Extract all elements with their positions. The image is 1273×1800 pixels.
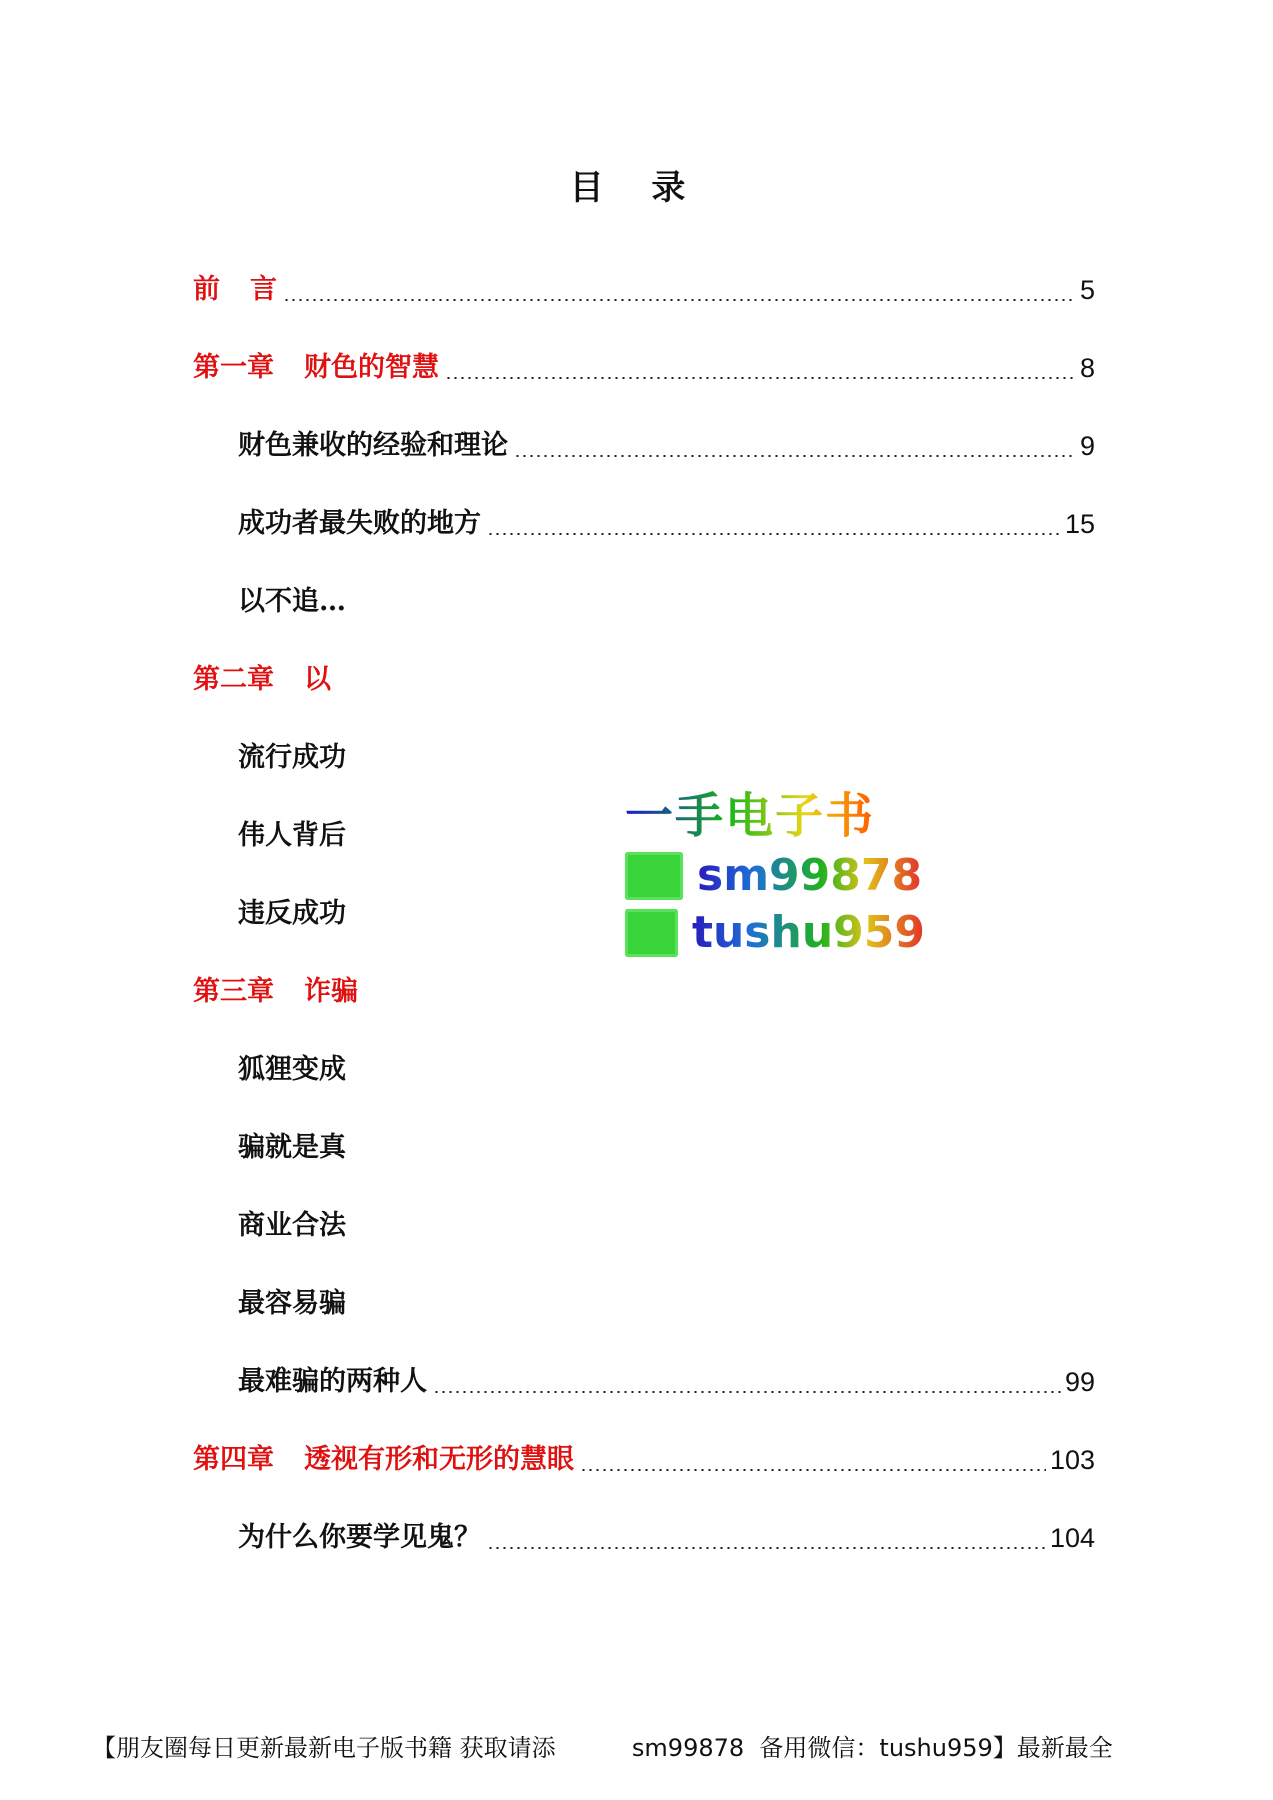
toc-row bbox=[238, 1362, 1095, 1402]
toc-row bbox=[193, 270, 1095, 310]
section-title: 最难骗的两种人 bbox=[238, 1366, 427, 1397]
page-number: 104 bbox=[1049, 1523, 1095, 1553]
watermark-id: sm99878 bbox=[697, 850, 923, 901]
page-number: 15 bbox=[1064, 509, 1095, 539]
toc-row bbox=[238, 738, 1095, 778]
leader-dots bbox=[445, 377, 1076, 379]
watermark-line bbox=[625, 850, 925, 901]
section-title: 狐狸变成 bbox=[238, 1054, 346, 1085]
toc-row bbox=[238, 1206, 1095, 1246]
toc-row bbox=[238, 1518, 1095, 1558]
chapter-number: 第四章 bbox=[193, 1444, 274, 1475]
leader-dots bbox=[433, 1391, 1061, 1393]
toc-label bbox=[193, 972, 358, 1012]
toc-label bbox=[193, 660, 331, 700]
leader-dots bbox=[487, 1547, 1046, 1549]
footer-banner: 【朋友圈每日更新最新电子版书籍 获取请添 sm99878 备用微信：tushu959】最新最全 bbox=[92, 1734, 1113, 1762]
section-title: 违反成功 bbox=[238, 898, 346, 929]
toc-label bbox=[193, 270, 277, 310]
toc-row bbox=[193, 1440, 1095, 1480]
chapter-title: 财色的智慧 bbox=[304, 352, 439, 383]
chapter-number: 第二章 bbox=[193, 664, 274, 695]
chapter-number: 第一章 bbox=[193, 352, 274, 383]
chapter-title: 以 bbox=[304, 664, 331, 695]
section-title: 财色兼收的经验和理论 bbox=[238, 430, 508, 461]
section-title: 以不追… bbox=[238, 586, 346, 617]
chapter-number: 第三章 bbox=[193, 976, 274, 1007]
watermark-title: 一手电子书 bbox=[625, 788, 925, 844]
leader-dots bbox=[514, 455, 1076, 457]
section-title: 商业合法 bbox=[238, 1210, 346, 1241]
toc-title: 目 录 bbox=[569, 168, 704, 208]
page-number: 103 bbox=[1049, 1445, 1095, 1475]
section-title: 成功者最失败的地方 bbox=[238, 508, 481, 539]
section-title: 最容易骗 bbox=[238, 1288, 346, 1319]
toc-row bbox=[238, 426, 1095, 466]
toc-row bbox=[238, 504, 1095, 544]
watermark-id: tushu959 bbox=[691, 907, 925, 958]
watermark-line bbox=[625, 907, 925, 958]
leader-dots bbox=[283, 299, 1076, 301]
leader-dots bbox=[487, 533, 1061, 535]
page-number: 99 bbox=[1064, 1367, 1095, 1397]
leader-dots bbox=[580, 1469, 1046, 1471]
section-title: 流行成功 bbox=[238, 742, 346, 773]
toc-row bbox=[238, 1128, 1095, 1168]
toc-row bbox=[238, 1284, 1095, 1324]
wechat-icon bbox=[625, 852, 683, 900]
wechat-icon bbox=[625, 909, 678, 957]
page-number: 8 bbox=[1079, 353, 1095, 383]
toc-row bbox=[238, 1050, 1095, 1090]
toc-row bbox=[193, 348, 1095, 388]
chapter-title: 诈骗 bbox=[304, 976, 358, 1007]
chapter-title: 透视有形和无形的慧眼 bbox=[304, 1444, 574, 1475]
toc-row bbox=[193, 660, 1095, 700]
section-title: 伟人背后 bbox=[238, 820, 346, 851]
toc-row bbox=[193, 972, 1095, 1012]
chapter-title: 言 bbox=[250, 274, 277, 305]
toc-label bbox=[193, 348, 439, 388]
toc-row bbox=[238, 582, 1095, 622]
section-title: 为什么你要学见鬼？ bbox=[238, 1522, 481, 1553]
section-title: 骗就是真 bbox=[238, 1132, 346, 1163]
chapter-number: 前 bbox=[193, 274, 220, 305]
page-number: 9 bbox=[1079, 431, 1095, 461]
toc-label bbox=[193, 1440, 574, 1480]
page-number: 5 bbox=[1079, 275, 1095, 305]
watermark bbox=[625, 788, 925, 978]
